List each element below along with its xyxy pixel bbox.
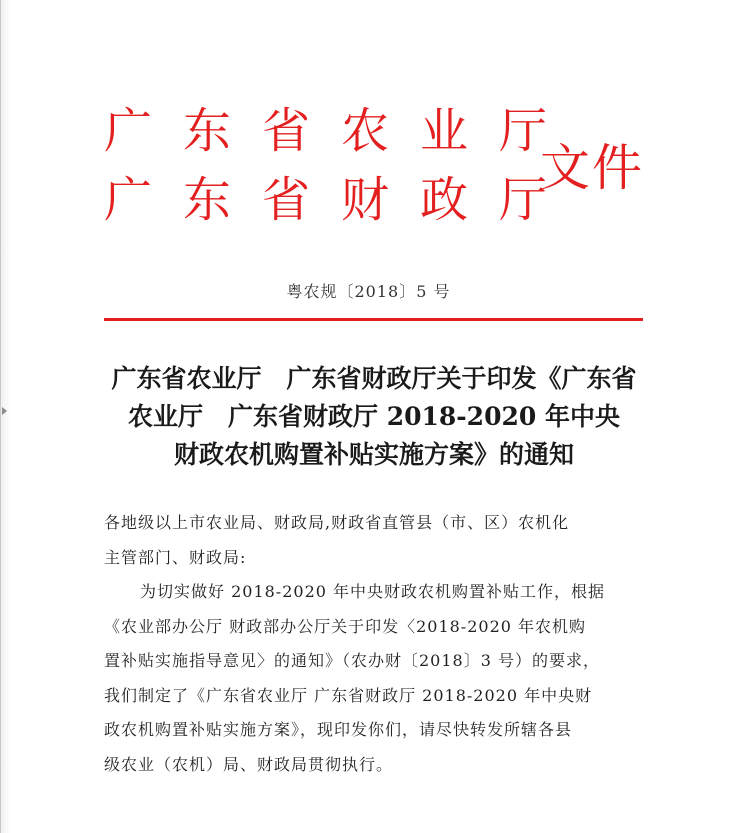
title-line: 财政农机购置补贴实施方案》的通知	[173, 440, 574, 469]
document-title	[96, 360, 652, 474]
paragraph-line: 我们制定了《广东省农业厅 广东省财政厅 2018-2020 年中央财	[104, 685, 593, 705]
paragraph-line: 置补贴实施指导意见〉的通知》（农办财〔2018〕3 号）的要求，	[104, 651, 600, 670]
letterhead-agency-2: 广东省财政厅	[104, 172, 579, 228]
title-line: 农业厅 广东省财政厅 2018-2020 年中央	[128, 402, 620, 431]
red-divider-line	[104, 318, 643, 321]
letterhead-suffix: 文件	[540, 139, 644, 197]
paragraph-line: 《农业部办公厅 财政部办公厅关于印发〈2018-2020 年农机购	[104, 616, 587, 636]
letterhead-agency-1: 广东省农业厅	[104, 103, 579, 159]
salutation-line: 各地级以上市农业局、财政局,财政省直管县（市、区）农机化	[104, 513, 570, 532]
title-line: 广东省农业厅 广东省财政厅关于印发《广东省	[111, 364, 637, 393]
paragraph-line: 级农业（农机）局、财政局贯彻执行。	[104, 754, 394, 774]
paragraph-line: 政农机购置补贴实施方案》，现印发你们，请尽快转发所辖各县	[104, 720, 573, 739]
page-edge	[1, 0, 11, 833]
expand-sidebar-arrow-icon[interactable]	[2, 407, 7, 415]
salutation-line: 主管部门、财政局:	[104, 547, 247, 567]
document-number: 粤农规〔2018〕5 号	[286, 282, 451, 301]
paragraph-line: 为切实做好 2018-2020 年中央财政农机购置补贴工作，根据	[140, 582, 606, 601]
document-body	[104, 506, 644, 782]
